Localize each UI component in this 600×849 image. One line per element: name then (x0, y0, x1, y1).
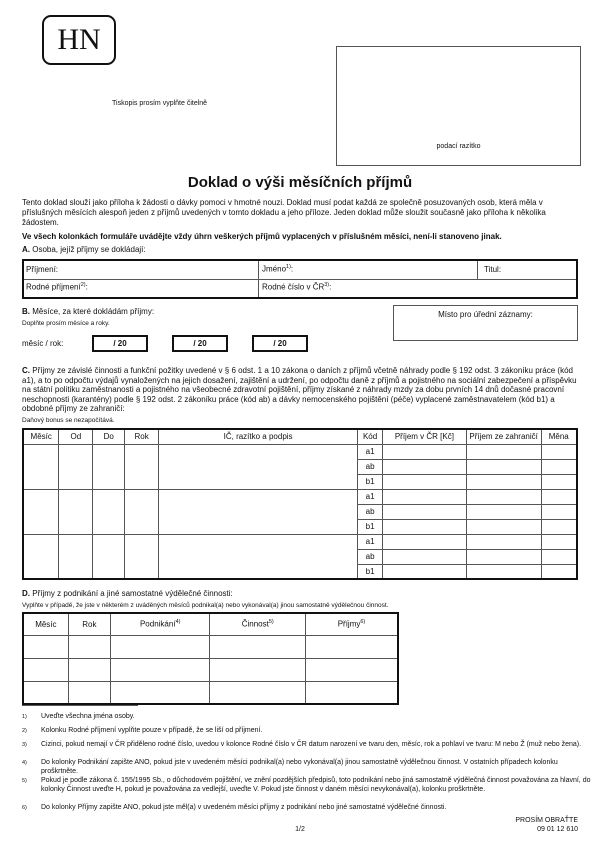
code-cell: b1 (358, 474, 383, 489)
section-b-letter: B. (22, 307, 30, 316)
footnote-text: Kolonku Rodné příjmení vyplňte pouze v případě, že se liší od příjmení. (41, 727, 263, 734)
income-abroad-cell[interactable] (466, 489, 541, 504)
activity-cell[interactable] (210, 681, 306, 704)
col-header-sup: 4) (175, 619, 181, 626)
col-header (210, 613, 306, 635)
income-abroad-cell[interactable] (466, 444, 541, 459)
month-cell[interactable] (23, 534, 59, 579)
section-c-note: Daňový bonus se nezapočítává. (22, 417, 115, 424)
col-header: Rok (125, 429, 159, 444)
income-cell[interactable] (305, 635, 398, 658)
col-header (305, 613, 398, 635)
currency-cell[interactable] (541, 459, 577, 474)
surname-field[interactable]: Příjmení: (26, 265, 59, 274)
table-row (23, 444, 577, 459)
footnote-num: 3) (22, 742, 27, 748)
month-year-input-3[interactable]: / 20 (252, 335, 308, 352)
person-box (22, 259, 578, 299)
code-cell: a1 (358, 489, 383, 504)
title-field[interactable]: Titul: (484, 265, 502, 274)
page-title: Doklad o výši měsíčních příjmů (187, 174, 413, 191)
month-cell[interactable] (23, 489, 59, 534)
year-cell[interactable] (125, 444, 159, 489)
footnote-divider (22, 705, 138, 706)
birth-number-label: Rodné číslo v ČR (262, 282, 325, 292)
section-a-heading (22, 245, 146, 254)
col-header: Příjem v ČR [Kč] (383, 429, 467, 444)
from-cell[interactable] (59, 444, 93, 489)
income-cz-cell[interactable] (383, 519, 467, 534)
month-cell[interactable] (23, 658, 68, 681)
year-cell[interactable] (125, 534, 159, 579)
income-cz-cell[interactable] (383, 534, 467, 549)
activity-cell[interactable] (210, 635, 306, 658)
section-c-letter: C. (22, 366, 30, 375)
section-d-note: Vyplňte v případě, že jste v některém z uváděných měsíců podnikal(a) nebo vykonával(a) jinou samostatně výdělečnou činnost. (22, 602, 389, 609)
year-cell[interactable] (68, 658, 110, 681)
table-row (23, 681, 398, 704)
income-cz-cell[interactable] (383, 489, 467, 504)
employer-cell[interactable] (159, 444, 358, 489)
please-turn: PROSÍM OBRAŤTE (515, 817, 578, 824)
col-header: Měna (541, 429, 577, 444)
to-cell[interactable] (93, 444, 125, 489)
stamp-label: podací razítko (436, 143, 481, 150)
office-notes-label: Místo pro úřední záznamy: (438, 310, 533, 319)
income-cz-cell[interactable] (383, 564, 467, 579)
business-cell[interactable] (110, 635, 210, 658)
currency-cell[interactable] (541, 504, 577, 519)
first-name-field[interactable]: Jméno$^{1)}$: (262, 264, 294, 274)
activity-cell[interactable] (210, 658, 306, 681)
page-number: 1/2 (295, 826, 305, 833)
income-abroad-cell[interactable] (466, 549, 541, 564)
footnote-num: 1) (22, 714, 27, 720)
section-d-letter: D. (22, 589, 30, 598)
from-cell[interactable] (59, 534, 93, 579)
section-b-title: Měsíce, za které dokládám příjmy: (32, 307, 155, 316)
code-cell: ab (358, 459, 383, 474)
month-cell[interactable] (23, 444, 59, 489)
income-cz-cell[interactable] (383, 444, 467, 459)
col-header-sup: 6) (360, 619, 366, 626)
business-cell[interactable] (110, 658, 210, 681)
month-cell[interactable] (23, 635, 68, 658)
to-cell[interactable] (93, 489, 125, 534)
income-cell[interactable] (305, 658, 398, 681)
first-name-label: Jméno (262, 264, 287, 274)
code-cell: a1 (358, 534, 383, 549)
table-row (23, 658, 398, 681)
col-header: Od (59, 429, 93, 444)
month-year-label: měsíc / rok: (22, 339, 64, 348)
footnote-text: Uveďte všechna jména osoby. (41, 713, 135, 720)
from-cell[interactable] (59, 489, 93, 534)
footnote-num: 5) (22, 778, 27, 784)
income-abroad-cell[interactable] (466, 519, 541, 534)
currency-cell[interactable] (541, 444, 577, 459)
section-c-description: Příjmy ze závislé činnosti a funkční požitky uvedené v § 6 odst. 1 a 10 zákona o daních z příjmů včetně náhrady podle § 192 odst. 3 zákoníku práce (kód a1), a to po odpočtu výdajů vynaložených na jejich dosažení, zajištění a udržení, po odpočtu daně z příjmů a pojistného na sociální zabezpečení a příspěvku na státní politiku zaměstnanosti a pojistného na všeobecné zdravotní pojištění, příjmy získané z náhrady mzdy za dobu prvních 14 dnů dočasné pracovní neschopnosti (karantény) podle § 192 odst. 2 zákoníku práce (kód ab) a dávky nemocenského pojištění (péče) vyplacené zaměstnavatelem (kód b1) a obdobné příjmy ze zahraničí: (22, 366, 577, 413)
currency-cell[interactable] (541, 549, 577, 564)
income-abroad-cell[interactable] (466, 474, 541, 489)
table-row (23, 635, 398, 658)
birth-surname-sup: 2) (80, 282, 86, 288)
intro-text: Tento doklad slouží jako příloha k žádosti o dávky pomoci v hmotné nouzi. Doklad musí podat každá ze společně posuzovaných osob, která měla v příslušných měsících alespoň jeden z příjmů uvedených v tomto dokladu a jeho příloze. Jeden doklad může sloužit současně jako příloha k několika žádostem. (22, 198, 546, 227)
income-abroad-cell[interactable] (466, 534, 541, 549)
birth-number-sup: 3) (324, 282, 330, 288)
col-header: Měsíc (23, 613, 68, 635)
section-c-text (22, 366, 582, 414)
legible-note: Tiskopis prosím vyplňte čitelně (112, 100, 208, 107)
income-abroad-cell[interactable] (466, 564, 541, 579)
col-header: Příjem ze zahraničí (466, 429, 541, 444)
section-d-header-row (23, 613, 398, 635)
employer-cell[interactable] (159, 534, 358, 579)
code-cell: a1 (358, 444, 383, 459)
section-d-table (22, 612, 399, 705)
income-cz-cell[interactable] (383, 504, 467, 519)
birth-surname-field[interactable]: Rodné příjmení$^{2)}$: (26, 282, 88, 292)
col-header-label: Činnost (241, 620, 269, 630)
birth-surname-label: Rodné příjmení (26, 282, 81, 292)
col-header: Měsíc (23, 429, 59, 444)
code-cell: ab (358, 549, 383, 564)
income-cz-cell[interactable] (383, 549, 467, 564)
to-cell[interactable] (93, 534, 125, 579)
employer-cell[interactable] (159, 489, 358, 534)
form-code: 09 01 12 610 (537, 826, 578, 833)
footnote-text: Do kolonky Příjmy zapište ANO, pokud jste měl(a) v uvedeném měsíci příjmy z podnikání nebo jiné samostatné výdělečné činnosti. (41, 804, 447, 811)
business-cell[interactable] (110, 681, 210, 704)
income-abroad-cell[interactable] (466, 459, 541, 474)
footnote-num: 4) (22, 760, 27, 766)
col-header: IČ, razítko a podpis (159, 429, 358, 444)
footnote-text: Do kolonky Podnikání zapište ANO, pokud jste v uvedeném měsíci podnikal(a) nebo vykonával(a) jinou samostatně výdělečnou činnost. V ostatních případech kolonku proškrtněte. (41, 759, 558, 775)
currency-cell[interactable] (541, 474, 577, 489)
year-cell[interactable] (68, 635, 110, 658)
income-cz-cell[interactable] (383, 474, 467, 489)
office-notes-box (393, 305, 578, 341)
col-header-sup: 5) (268, 619, 274, 626)
footnote-num: 2) (22, 728, 27, 734)
section-a-letter: A. (22, 245, 30, 254)
month-year-input-1[interactable]: / 20 (92, 335, 148, 352)
code-cell: b1 (358, 519, 383, 534)
code-cell: ab (358, 504, 383, 519)
year-cell[interactable] (125, 489, 159, 534)
footnote-text: Pokud je podle zákona č. 155/1995 Sb., o důchodovém pojištění, ve znění pozdějších předpisů, toto podnikání nebo jiná samostatně výdělečná činnost považována za hlavní, do kolonky Činnost uveďte H, pokud je považována za vedlejší, uveďte V. Pokud jste činnost v daném měsíci nevykonával(a), kolonku proškrtněte. (41, 777, 591, 793)
table-row (23, 489, 577, 504)
footnote-text: Cizinci, pokud nemají v ČR přiděleno rodné číslo, uvedou v kolonce Rodné číslo v ČR datum narození ve tvaru den, měsíc, rok a pohlaví ve tvaru: M nebo Ž (muž nebo žena). (41, 741, 582, 748)
currency-cell[interactable] (541, 534, 577, 549)
currency-cell[interactable] (541, 564, 577, 579)
table-row (23, 534, 577, 549)
month-cell[interactable] (23, 681, 68, 704)
section-c-table (22, 428, 578, 580)
birth-number-field[interactable]: Rodné číslo v ČR$^{3)}$: (262, 282, 332, 292)
month-year-input-2[interactable]: / 20 (172, 335, 228, 352)
first-name-sup: 1) (286, 264, 291, 270)
section-b-note: Doplňte prosím měsíce a roky. (22, 320, 110, 327)
intro-bold-text: Ve všech kolonkách formuláře uvádějte vždy úhrn veškerých příjmů vyplacených v příslušném měsíci, není-li stanoveno jinak. (22, 232, 502, 241)
footnote-num: 6) (22, 805, 27, 811)
section-d-title: Příjmy z podnikání a jiné samostatné výdělečné činnosti: (32, 589, 233, 598)
currency-cell[interactable] (541, 489, 577, 504)
income-cell[interactable] (305, 681, 398, 704)
income-abroad-cell[interactable] (466, 504, 541, 519)
col-header (110, 613, 210, 635)
col-header: Do (93, 429, 125, 444)
col-header: Kód (358, 429, 383, 444)
currency-cell[interactable] (541, 519, 577, 534)
section-b-heading (22, 307, 154, 316)
col-header-label: Podnikání (139, 620, 176, 630)
section-c-header-row (23, 429, 577, 444)
year-cell[interactable] (68, 681, 110, 704)
col-header: Rok (68, 613, 110, 635)
code-cell: b1 (358, 564, 383, 579)
section-a-title: Osoba, jejíž příjmy se dokládají: (32, 245, 146, 254)
hn-logo: HN (42, 15, 116, 65)
col-header-label: Příjmy (337, 620, 361, 630)
section-d-heading (22, 589, 233, 598)
income-cz-cell[interactable] (383, 459, 467, 474)
